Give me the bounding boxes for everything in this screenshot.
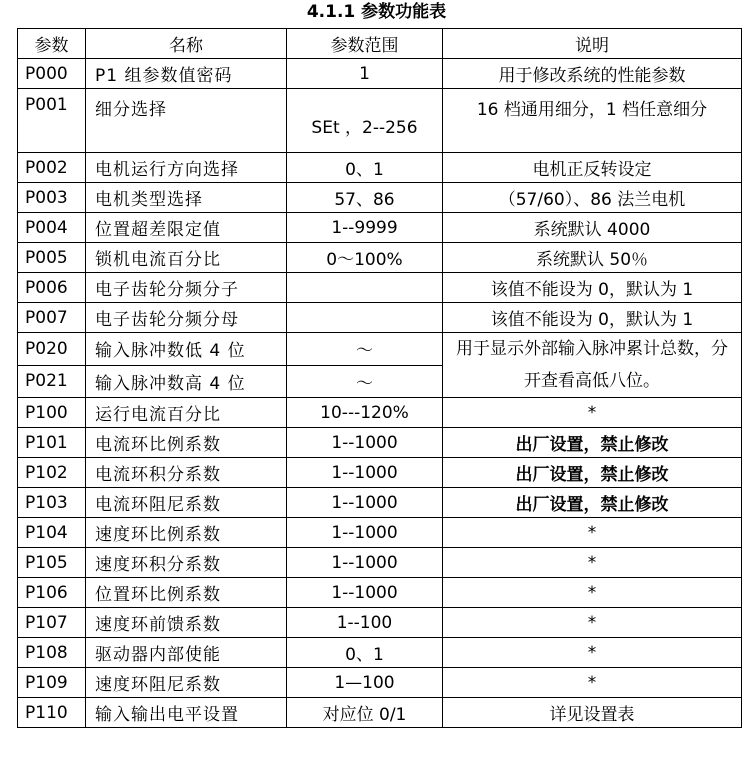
param-name: 锁机电流百分比 <box>86 243 287 273</box>
param-code: P020 <box>18 333 86 366</box>
param-name: 电流环比例系数 <box>86 428 287 458</box>
table-row <box>18 428 742 458</box>
param-desc: * <box>443 578 742 608</box>
param-code: P101 <box>18 428 86 458</box>
param-range: 0、1 <box>287 153 443 183</box>
param-range: ～ <box>287 333 443 366</box>
table-row <box>18 89 742 153</box>
param-name: 速度环前馈系数 <box>86 608 287 638</box>
param-desc: 该值不能设为 0，默认为 1 <box>443 273 742 303</box>
table-row <box>18 333 742 366</box>
param-code: P109 <box>18 668 86 698</box>
param-name: 位置超差限定值 <box>86 213 287 243</box>
param-code: P001 <box>18 89 86 153</box>
param-desc: 详见设置表 <box>443 698 742 728</box>
param-range: SEt ，2--256 <box>287 89 443 153</box>
param-desc: 出厂设置，禁止修改 <box>443 458 742 488</box>
param-name: 细分选择 <box>86 89 287 153</box>
param-code: P106 <box>18 578 86 608</box>
param-code: P103 <box>18 488 86 518</box>
table-row <box>18 608 742 638</box>
param-desc: （57/60）、86 法兰电机 <box>443 183 742 213</box>
table-row <box>18 668 742 698</box>
header-row <box>18 29 742 59</box>
param-name: 速度环比例系数 <box>86 518 287 548</box>
param-range: 1--1000 <box>287 428 443 458</box>
header-range: 参数范围 <box>287 29 443 59</box>
param-code: P104 <box>18 518 86 548</box>
table-row <box>18 398 742 428</box>
parameter-table <box>17 28 742 728</box>
param-range: 1--9999 <box>287 213 443 243</box>
table-row <box>18 698 742 728</box>
table-row <box>18 183 742 213</box>
param-range: 1--1000 <box>287 518 443 548</box>
table-title: 4.1.1 参数功能表 <box>306 2 447 22</box>
table-row <box>18 548 742 578</box>
table-row <box>18 59 742 89</box>
table-row <box>18 458 742 488</box>
param-name: 电子齿轮分频分母 <box>86 303 287 333</box>
param-range: 0、1 <box>287 638 443 668</box>
param-range <box>287 273 443 303</box>
param-name: 电流环积分系数 <box>86 458 287 488</box>
param-desc: 出厂设置，禁止修改 <box>443 488 742 518</box>
param-desc-merged: 用于显示外部输入脉冲累计总数，分开查看高低八位。 <box>443 333 742 398</box>
table-row <box>18 303 742 333</box>
param-name: 电流环阻尼系数 <box>86 488 287 518</box>
param-name: 位置环比例系数 <box>86 578 287 608</box>
param-range: 0～100% <box>287 243 443 273</box>
param-range: 1—100 <box>287 668 443 698</box>
param-name: 输入脉冲数高 4 位 <box>86 365 287 398</box>
param-name: 运行电流百分比 <box>86 398 287 428</box>
param-code: P107 <box>18 608 86 638</box>
param-range: 10---120% <box>287 398 443 428</box>
param-name: 电机类型选择 <box>86 183 287 213</box>
param-name: P1 组参数值密码 <box>86 59 287 89</box>
param-code: P102 <box>18 458 86 488</box>
table-row <box>18 578 742 608</box>
param-range: 1--1000 <box>287 488 443 518</box>
param-name: 速度环阻尼系数 <box>86 668 287 698</box>
table-row <box>18 273 742 303</box>
param-desc: * <box>443 668 742 698</box>
table-row <box>18 243 742 273</box>
param-name: 输入脉冲数低 4 位 <box>86 333 287 366</box>
param-desc: 该值不能设为 0，默认为 1 <box>443 303 742 333</box>
param-name: 输入输出电平设置 <box>86 698 287 728</box>
table-row <box>18 488 742 518</box>
param-code: P006 <box>18 273 86 303</box>
param-code: P004 <box>18 213 86 243</box>
param-range: 1--1000 <box>287 458 443 488</box>
param-desc: * <box>443 518 742 548</box>
param-desc: 电机正反转设定 <box>443 153 742 183</box>
param-code: P110 <box>18 698 86 728</box>
header-name: 名称 <box>86 29 287 59</box>
header-code: 参数 <box>18 29 86 59</box>
param-name: 速度环积分系数 <box>86 548 287 578</box>
param-desc: 16 档通用细分，1 档任意细分 <box>443 89 742 153</box>
param-code: P002 <box>18 153 86 183</box>
param-code: P003 <box>18 183 86 213</box>
param-desc: 用于修改系统的性能参数 <box>443 59 742 89</box>
param-name: 驱动器内部使能 <box>86 638 287 668</box>
param-desc: * <box>443 398 742 428</box>
param-code: P105 <box>18 548 86 578</box>
param-range: 1--100 <box>287 608 443 638</box>
param-desc: * <box>443 638 742 668</box>
param-range: ～ <box>287 365 443 398</box>
param-range: 对应位 0/1 <box>287 698 443 728</box>
table-row <box>18 213 742 243</box>
table-row <box>18 638 742 668</box>
param-name: 电机运行方向选择 <box>86 153 287 183</box>
param-code: P100 <box>18 398 86 428</box>
param-code: P005 <box>18 243 86 273</box>
param-name: 电子齿轮分频分子 <box>86 273 287 303</box>
param-desc: * <box>443 548 742 578</box>
param-desc: * <box>443 608 742 638</box>
param-code: P108 <box>18 638 86 668</box>
table-row <box>18 153 742 183</box>
param-desc: 系统默认 50％ <box>443 243 742 273</box>
param-range: 1--1000 <box>287 578 443 608</box>
table-row <box>18 518 742 548</box>
param-range <box>287 303 443 333</box>
param-code: P021 <box>18 365 86 398</box>
param-range: 57、86 <box>287 183 443 213</box>
param-desc: 系统默认 4000 <box>443 213 742 243</box>
param-desc: 出厂设置，禁止修改 <box>443 428 742 458</box>
param-range: 1--1000 <box>287 548 443 578</box>
param-code: P007 <box>18 303 86 333</box>
header-desc: 说明 <box>443 29 742 59</box>
param-range: 1 <box>287 59 443 89</box>
param-code: P000 <box>18 59 86 89</box>
